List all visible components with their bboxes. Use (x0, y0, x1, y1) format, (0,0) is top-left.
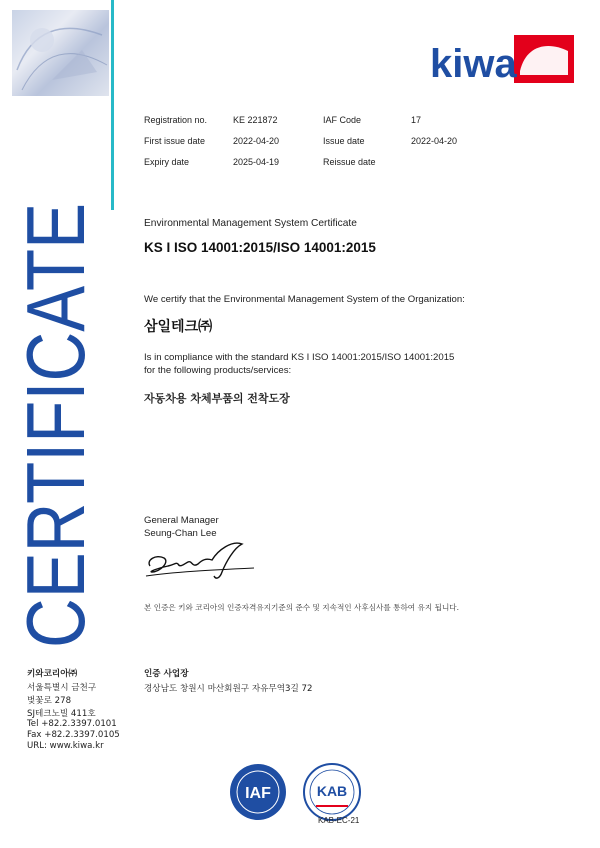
issuer-url: URL: www.kiwa.kr (27, 741, 104, 751)
registration-label: Registration no. (144, 115, 208, 125)
kiwa-logo (428, 35, 578, 85)
signatory-name: Seung-Chan Lee (144, 528, 217, 539)
signature (142, 532, 262, 586)
standard-title: KS I ISO 14001:2015/ISO 14001:2015 (144, 240, 376, 255)
certificate-type: Environmental Management System Certificate (144, 218, 357, 229)
iaf-badge (230, 764, 286, 820)
kab-badge (304, 764, 360, 820)
maintenance-note: 본 인증은 키와 코리아의 인증자격유지기준의 준수 및 지속적인 사후심사를 통하여 유지 됩니다. (144, 603, 460, 612)
compliance-line-2: for the following products/services: (144, 365, 292, 376)
svg-text:KAB: KAB (316, 783, 348, 799)
issue-value: 2022-04-20 (411, 136, 458, 146)
first-issue-label: First issue date (144, 136, 206, 146)
svg-text:kiwa: kiwa (430, 42, 517, 85)
badge-code: KAB-EC-21 (318, 816, 360, 825)
signatory-title: General Manager (144, 515, 219, 526)
certify-text: We certify that the Environmental Management System of the Organization: (144, 294, 465, 305)
issuer-tel: Tel +82.2.3397.0101 (27, 719, 117, 729)
registration-value: KE 221872 (233, 115, 278, 125)
issuer-fax: Fax +82.2.3397.0105 (27, 730, 120, 740)
first-issue-value: 2022-04-20 (233, 136, 280, 146)
site-label: 인증 사업장 (144, 669, 189, 679)
scope-text: 자동차용 차체부품의 전착도장 (144, 392, 290, 405)
svg-text:CERTIFICATE: CERTIFICATE (9, 111, 102, 648)
site-address: 경상남도 창원시 마산회원구 자유무역3길 72 (144, 684, 313, 694)
issuer-address-2: 벚꽃로 278 (27, 696, 72, 706)
teal-rule (111, 0, 114, 210)
iaf-label: IAF Code (323, 115, 362, 125)
certificate-wordmark (0, 0, 110, 660)
issuer-address-1: 서울특별시 금천구 (27, 683, 97, 693)
compliance-line-1: Is in compliance with the standard KS I ISO 14001:2015/ISO 14001:2015 (144, 352, 455, 363)
accreditation-badges (222, 762, 372, 822)
issue-label: Issue date (323, 136, 365, 146)
issuer-address-3: SJ테크노빌 411호 (27, 709, 96, 719)
expiry-label: Expiry date (144, 157, 190, 167)
expiry-value: 2025-04-19 (233, 157, 280, 167)
organization-name: 삼일테크㈜ (144, 319, 213, 335)
issuer-name: 키와코리아㈜ (27, 669, 78, 679)
svg-text:IAF: IAF (245, 785, 271, 802)
iaf-value: 17 (411, 115, 422, 125)
reissue-label: Reissue date (323, 157, 376, 167)
